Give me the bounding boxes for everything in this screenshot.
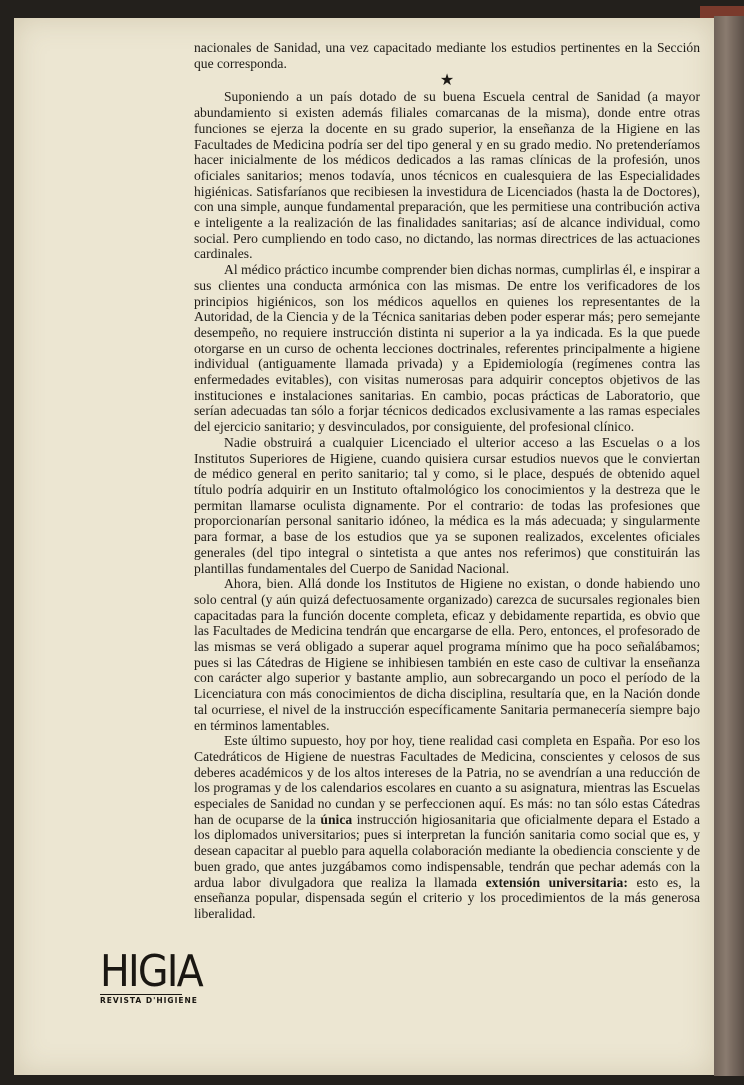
paragraph-4: Ahora, bien. Allá donde los Institutos de Higiene no existan, o donde habiendo uno solo central (y aún quizá defectuosamente organizado) carezca de sucursales regionales bien capacitadas para la función docente completa, eficaz y debidamente repartida, es obvio que las Facultades de Medicina tendrán que encargarse de ella. Pero, entonces, el profesorado de las mismas se verá obligado a superar aquel programa mínimo que ha poco señalábamos; pues si las Cátedras de Higiene se inhibiesen también en este caso de cultivar la enseñanza con carácter algo superior y bastante amplio, aun sobrecargando un poco el período de la Licenciatura con más conocimientos de dicha disciplina, resultaría que, en la Nación donde tal ocurriese, el nivel de la instrucción específicamente Sanitaria permanecería siempre bajo en términos lamentables.	[194, 576, 700, 733]
emphasis-extension-universitaria: extensión universitaria:	[485, 874, 628, 890]
paragraph-1: Suponiendo a un país dotado de su buena Escuela central de Sanidad (a mayor abundamiento si existen además filiales comarcanas de la misma), donde entre otras funciones se ejerza la docente en su grado superior, la enseñanza de la Higiene en las Facultades de Medicina podría ser del tipo general y en su grado medio. No pretenderíamos hacer inicialmente de los médicos dedicados a las ramas clínicas de la profesión, unos oficiales sanitarios; menos todavía, unos técnicos en cualesquiera de las Especialidades higiénicas. Satisfaríanos que recibiesen la investidura de Licenciados (hasta la de Doctores), con una simple, aunque fundamental preparación, que les permitiese una contribución activa e inteligente a la realización de las finalidades sanitarias; así de alcance individual, como social. Pero cumpliendo en todo caso, no dictando, las normas directrices de las actuaciones cardinales.	[194, 89, 700, 262]
paragraph-2: Al médico práctico incumbe comprender bien dichas normas, cumplirlas él, e inspirar a sus clientes una conducta armónica con las mismas. De entre los verificadores de los principios higiénicos, son los médicos aquellos en quienes los representantes de la Autoridad, de la Ciencia y de la Técnica sanitarias deben poder esperar más; pero semejante desempeño, no requiere instrucción distinta ni superior a la ya indicada. Es la que puede otorgarse en un curso de ochenta lecciones doctrinales, referentes principalmente a higiene individual (antiguamente llamada privada) y a Epidemiología (regímenes contra las enfermedades evitables), con visitas numerosas para adquirir conceptos objetivos de las instituciones e instalaciones sanitarias. En cambio, pocas prácticas de Laboratorio, que serían adecuadas tan sólo a forjar técnicos dedicados exclusivamente a las ramas especiales del ejercicio sanitario; y desvinculados, por consiguiente, del profesional clínico.	[194, 262, 700, 435]
paragraph-3: Nadie obstruirá a cualquier Licenciado el ulterior acceso a las Escuelas o a los Institutos Superiores de Higiene, cuando quisiera cursar estudios nuevos que le conviertan de médico general en perito sanitario; tal y como, si le place, después de obtenido aquel título podría adquirir en un Instituto oftalmológico los conocimientos y la destreza que le permitan llamarse oculista dignamente. Por el contrario: de todas las profesiones que proporcionarían personal sanitario idóneo, la médica es la más adecuada; y singularmente para formar, a base de los estudios que ya se suponen realizados, excelentes oficiales generales (del tipo integral o sintetista a que antes nos referimos) que constituirán las plantillas fundamentales del Cuerpo de Sanidad Nacional.	[194, 434, 700, 576]
star-separator-icon: ★	[439, 72, 455, 90]
paragraph-5	[194, 733, 700, 921]
paragraph-5-part-a: Este último supuesto, hoy por hoy, tiene realidad casi completa en España. Por eso los Catedráticos de Higiene de nuestras Facultades de Medicina, conscientes y celosos de sus deberes académicos y de los altos intereses de la Patria, no se avendrían a una reducción de los programas y de los calendarios escolares en cuanto a su asignatura, mientras las Escuelas especiales de Sanidad no cundan y se perfeccionen aquí. Es más: no tan sólo estas Cátedras han de ocuparse de la	[194, 733, 700, 827]
logo-wordmark: HIGIA	[100, 946, 202, 997]
paragraph-5-part-c: esto es, la enseñanza popular, dispensada según el criterio y los procedimientos de la más generosa liberalidad.	[194, 874, 700, 921]
logo-subtitle: REVISTA D'HIGIENE	[100, 996, 198, 1005]
paragraph-intro: nacionales de Sanidad, una vez capacitado mediante los estudios pertinentes en la Sección que corresponda.	[194, 40, 700, 71]
book-spine-edge	[714, 16, 744, 1076]
higia-logo	[100, 946, 202, 1005]
emphasis-unica: única	[320, 811, 353, 827]
paragraph-5-part-b: instrucción higiosanitaria que oficialmente depara el Estado a los diplomados universitarios; pues si interpretan la función sanitaria como social que es, y desean capacitar al pueblo para aquella colaboración mediante la obediencia consciente y de buen grado, que antes juzgábamos como indispensable, tendrán que pechar además con la ardua labor divulgadora que realiza la llamada	[194, 811, 700, 890]
article-body	[194, 40, 700, 922]
